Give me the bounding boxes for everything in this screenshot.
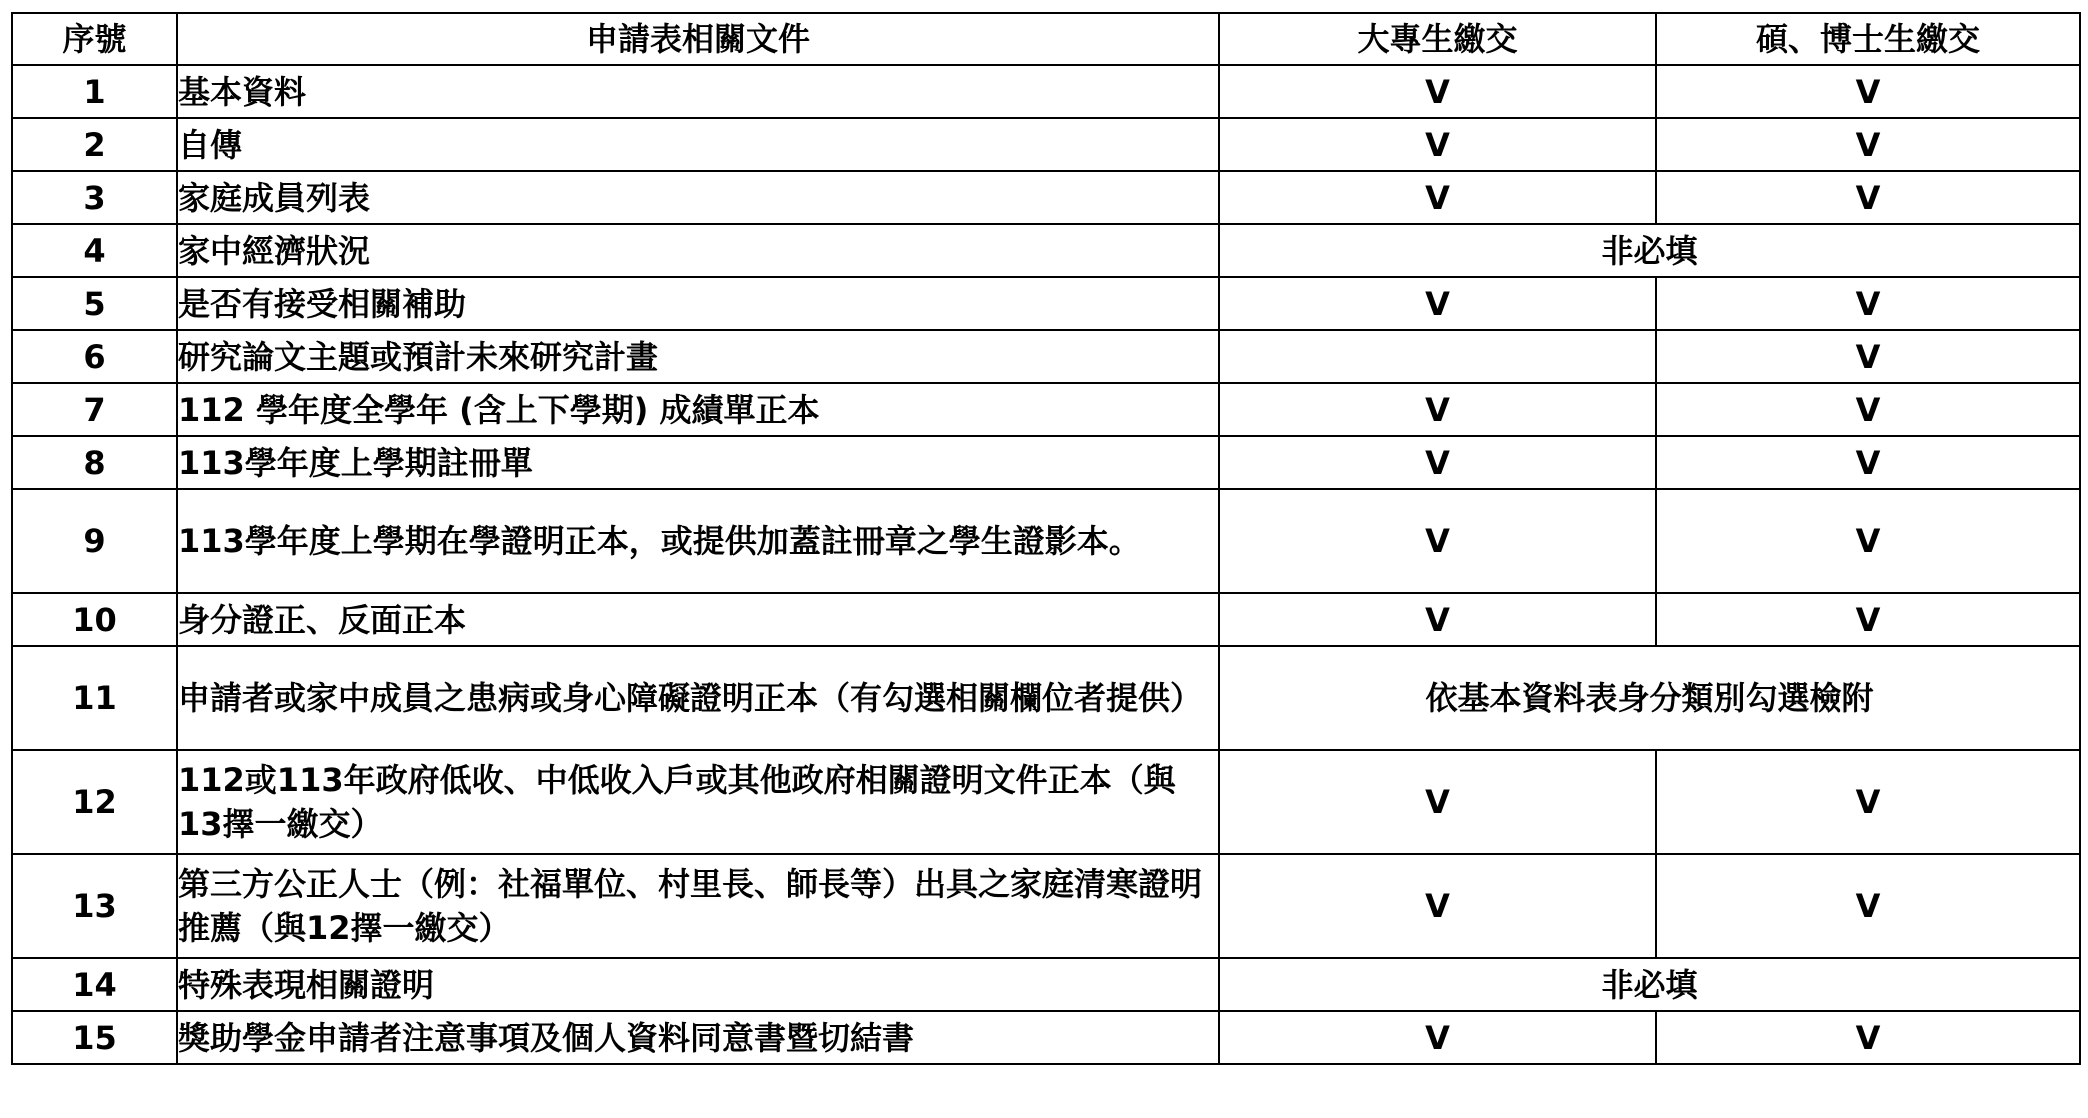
row-number: 4 <box>12 224 177 277</box>
table-row <box>12 383 2080 436</box>
table-row <box>12 118 2080 171</box>
table-row <box>12 646 2080 750</box>
undergrad-check: V <box>1219 277 1656 330</box>
grad-check: V <box>1656 854 2080 958</box>
grad-check: V <box>1656 277 2080 330</box>
undergrad-check: V <box>1219 1011 1656 1064</box>
document-name: 自傳 <box>177 118 1219 171</box>
header-undergrad: 大專生繳交 <box>1219 13 1656 65</box>
header-documents: 申請表相關文件 <box>177 13 1219 65</box>
document-name: 是否有接受相關補助 <box>177 277 1219 330</box>
table-row <box>12 958 2080 1011</box>
row-number: 10 <box>12 593 177 646</box>
table-row <box>12 65 2080 118</box>
grad-check: V <box>1656 65 2080 118</box>
table-row <box>12 277 2080 330</box>
row-number: 13 <box>12 854 177 958</box>
document-requirements-table <box>11 12 2081 1065</box>
table-row <box>12 224 2080 277</box>
table-row <box>12 593 2080 646</box>
row-number: 7 <box>12 383 177 436</box>
row-number: 3 <box>12 171 177 224</box>
header-grad: 碩、博士生繳交 <box>1656 13 2080 65</box>
document-name: 家中經濟狀況 <box>177 224 1219 277</box>
document-name: 獎助學金申請者注意事項及個人資料同意書暨切結書 <box>177 1011 1219 1064</box>
table-row <box>12 854 2080 958</box>
grad-check: V <box>1656 593 2080 646</box>
grad-check: V <box>1656 489 2080 593</box>
row-number: 1 <box>12 65 177 118</box>
row-number: 12 <box>12 750 177 854</box>
document-name: 特殊表現相關證明 <box>177 958 1219 1011</box>
document-name: 研究論文主題或預計未來研究計畫 <box>177 330 1219 383</box>
grad-check: V <box>1656 330 2080 383</box>
header-seq: 序號 <box>12 13 177 65</box>
document-name: 第三方公正人士（例：社福單位、村里長、師長等）出具之家庭清寒證明推薦（與12擇一繳交） <box>177 854 1219 958</box>
row-number: 11 <box>12 646 177 750</box>
table-row <box>12 1011 2080 1064</box>
row-number: 5 <box>12 277 177 330</box>
merged-requirement: 非必填 <box>1219 224 2080 277</box>
document-name: 基本資料 <box>177 65 1219 118</box>
undergrad-check: V <box>1219 750 1656 854</box>
grad-check: V <box>1656 118 2080 171</box>
table-row <box>12 330 2080 383</box>
merged-requirement: 依基本資料表身分類別勾選檢附 <box>1219 646 2080 750</box>
undergrad-check: V <box>1219 118 1656 171</box>
row-number: 15 <box>12 1011 177 1064</box>
undergrad-check: V <box>1219 65 1656 118</box>
table-row <box>12 436 2080 489</box>
document-name: 家庭成員列表 <box>177 171 1219 224</box>
grad-check: V <box>1656 1011 2080 1064</box>
grad-check: V <box>1656 383 2080 436</box>
document-name: 112 學年度全學年 (含上下學期) 成績單正本 <box>177 383 1219 436</box>
grad-check: V <box>1656 436 2080 489</box>
document-name: 申請者或家中成員之患病或身心障礙證明正本（有勾選相關欄位者提供） <box>177 646 1219 750</box>
grad-check: V <box>1656 750 2080 854</box>
table-row <box>12 171 2080 224</box>
header-row <box>12 13 2080 65</box>
row-number: 9 <box>12 489 177 593</box>
undergrad-check: V <box>1219 171 1656 224</box>
undergrad-check: V <box>1219 854 1656 958</box>
undergrad-check: V <box>1219 436 1656 489</box>
row-number: 6 <box>12 330 177 383</box>
table-row <box>12 489 2080 593</box>
document-name: 身分證正、反面正本 <box>177 593 1219 646</box>
undergrad-check: V <box>1219 383 1656 436</box>
document-name: 113學年度上學期註冊單 <box>177 436 1219 489</box>
undergrad-check: V <box>1219 593 1656 646</box>
document-name: 112或113年政府低收、中低收入戶或其他政府相關證明文件正本（與13擇一繳交） <box>177 750 1219 854</box>
document-name: 113學年度上學期在學證明正本，或提供加蓋註冊章之學生證影本。 <box>177 489 1219 593</box>
table-row <box>12 750 2080 854</box>
row-number: 8 <box>12 436 177 489</box>
merged-requirement: 非必填 <box>1219 958 2080 1011</box>
document-requirements-table-wrapper <box>11 12 2081 1065</box>
grad-check: V <box>1656 171 2080 224</box>
undergrad-check <box>1219 330 1656 383</box>
row-number: 14 <box>12 958 177 1011</box>
undergrad-check: V <box>1219 489 1656 593</box>
row-number: 2 <box>12 118 177 171</box>
